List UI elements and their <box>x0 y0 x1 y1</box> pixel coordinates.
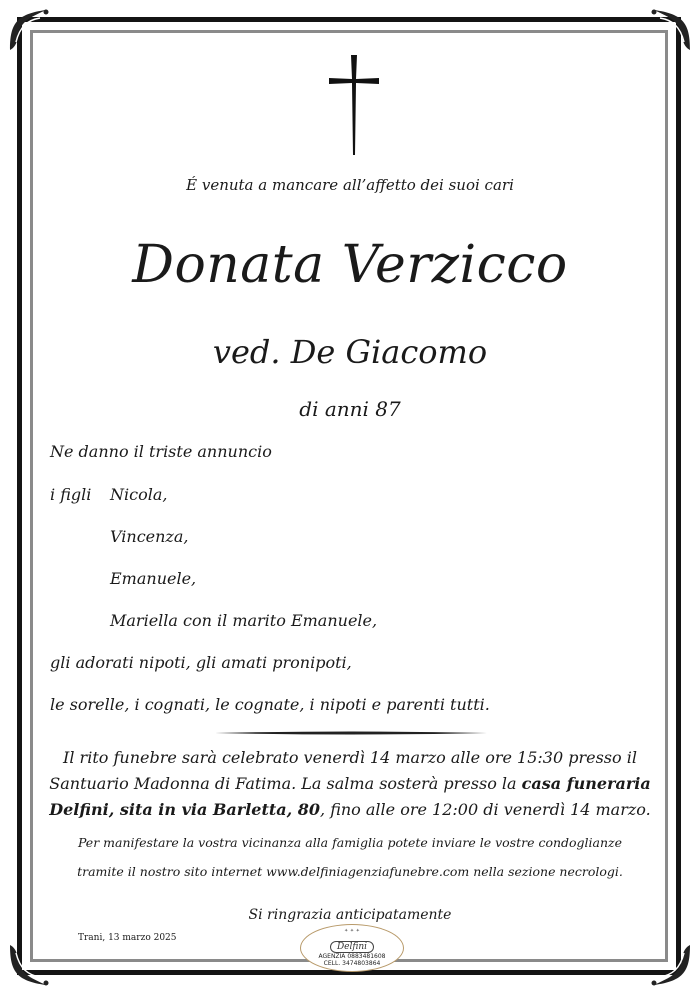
child-name: Emanuele, <box>110 569 197 588</box>
condolence-note: tramite il nostro sito internet www.delfiniagenziafunebre.com nella sezione necrologi. <box>77 864 623 879</box>
funeral-line <box>0 771 700 796</box>
ornament-corner-icon <box>6 941 54 989</box>
funeral-line: Il rito funebre sarà celebrato venerdì 14 marzo alle ore 15:30 presso il <box>63 748 637 767</box>
thanks-text: Si ringrazia anticipatamente <box>248 907 452 923</box>
funeral-home-address: Delfini, sita in via Barletta, 80 <box>49 800 321 819</box>
agency-name: Delfini <box>330 941 374 953</box>
divider-line <box>215 731 487 735</box>
agency-logo <box>300 924 404 972</box>
condolence-note: Per manifestare la vostra vicinanza alla famiglia potete inviare le vostre condoglianze <box>77 835 623 850</box>
deceased-name: Donata Verzicco <box>132 235 568 295</box>
funeral-text: Santuario Madonna di Fatima. La salma sosterà presso la <box>49 774 522 793</box>
relatives-line: le sorelle, i cognati, le cognate, i nipoti e parenti tutti. <box>50 695 490 714</box>
funeral-home-name: casa funeraria <box>521 774 651 793</box>
children-label: i figli <box>50 485 92 504</box>
ornament-corner-icon <box>646 6 694 54</box>
mourners-opening: Ne danno il triste annuncio <box>50 442 272 461</box>
child-name: Nicola, <box>110 485 168 504</box>
child-name: Mariella con il marito Emanuele, <box>110 611 378 630</box>
intro-text: É venuta a mancare all’affetto dei suoi cari <box>186 176 514 194</box>
latin-cross-icon <box>327 53 381 157</box>
funeral-line <box>0 797 700 822</box>
funeral-text: , fino alle ore 12:00 di venerdì 14 marzo. <box>320 800 651 819</box>
place-date: Trani, 13 marzo 2025 <box>78 933 177 943</box>
agency-phone: AGENZIA 0883481608 <box>318 953 386 960</box>
agency-cell: CELL. 3474803864 <box>323 960 381 967</box>
widow-of: ved. De Giacomo <box>212 333 488 371</box>
child-name: Vincenza, <box>110 527 189 546</box>
ornament-corner-icon <box>6 6 54 54</box>
grandchildren-line: gli adorati nipoti, gli amati pronipoti, <box>50 653 352 672</box>
ornament-corner-icon <box>646 941 694 989</box>
age-text: di anni 87 <box>299 397 401 421</box>
logo-ornament: ✦ ✦ ✦ <box>344 928 360 934</box>
